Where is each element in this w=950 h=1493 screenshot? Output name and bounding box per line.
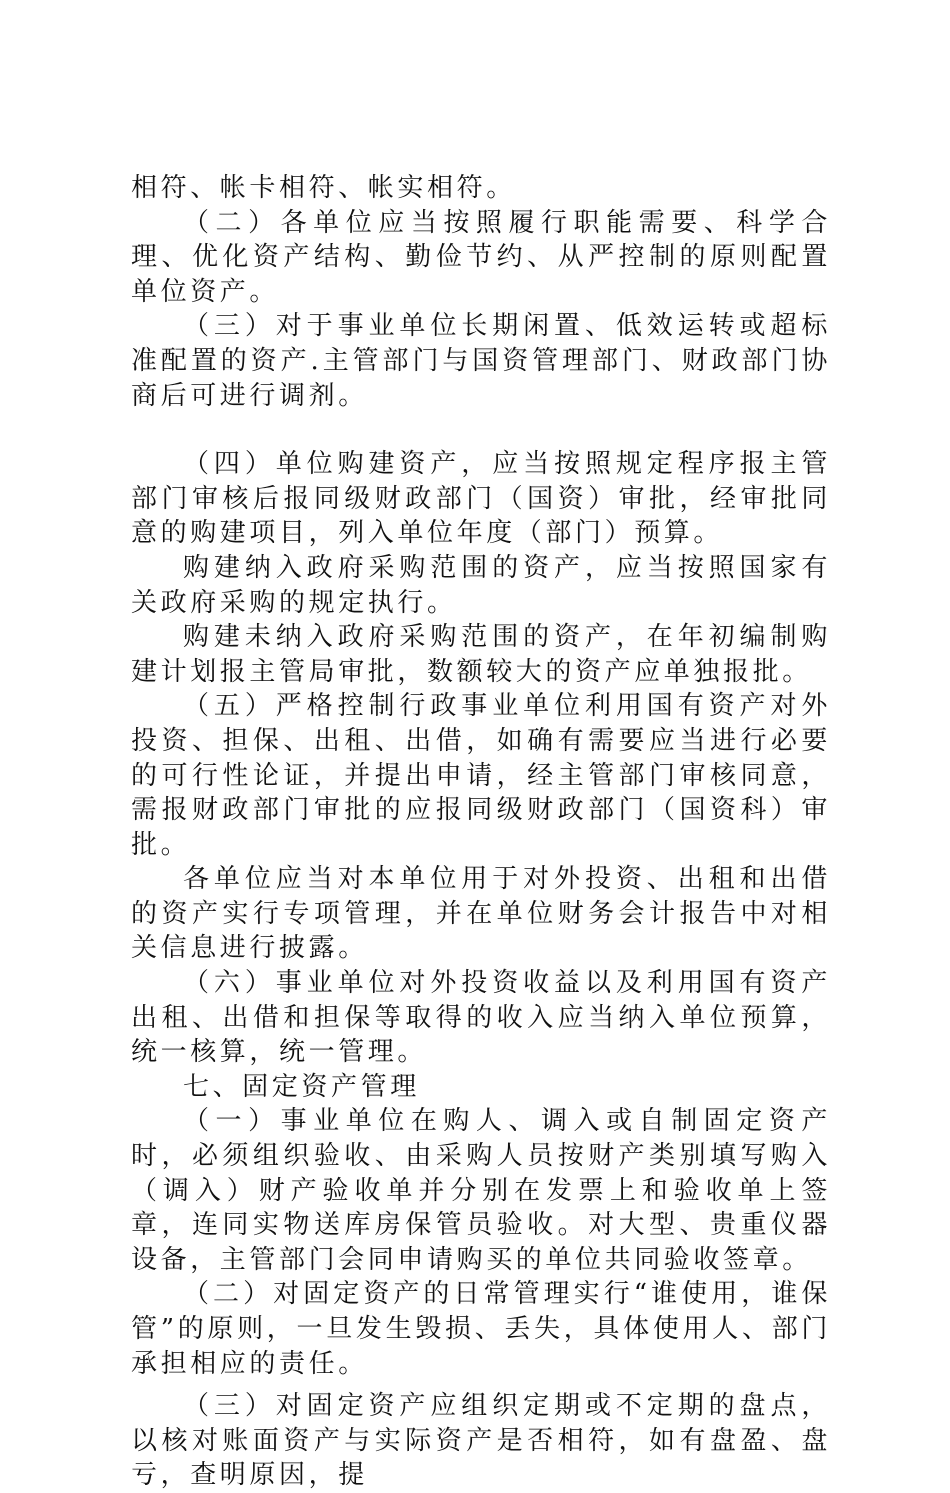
paragraph-fixed-assets-3: （三）对固定资产应组织定期或不定期的盘点，以核对账面资产与实际资产是否相符，如有盘盈、盘亏，查明原因，提 — [131, 1391, 831, 1491]
paragraph-fixed-assets-1: （一）事业单位在购人、调入或自制固定资产时，必须组织验收、由采购人员按财产类别填写购入（调入）财产验收单并分别在发票上和验收单上签章，连同实物送库房保管员验收。对大型、贵重仪器设备，主管部门会同申请购买的单位共同验收签章。 — [131, 1106, 831, 1275]
paragraph-non-gov-procurement: 购建未纳入政府采购范围的资产，在年初编制购建计划报主管局审批，数额较大的资产应单独报批。 — [131, 622, 831, 687]
paragraph-section-5: （五）严格控制行政事业单位利用国有资产对外投资、担保、出租、出借，如确有需要应当进行必要的可行性论证，并提出申请，经主管部门审核同意，需报财政部门审批的应报同级财政部门（国资科）审批。 — [131, 691, 831, 860]
paragraph-special-management: 各单位应当对本单位用于对外投资、出租和出借的资产实行专项管理，并在单位财务会计报告中对相关信息进行披露。 — [131, 864, 831, 964]
paragraph-section-2: （二）各单位应当按照履行职能需要、科学合理、优化资产结构、勤俭节约、从严控制的原则配置单位资产。 — [131, 207, 831, 307]
paragraph-section-6: （六）事业单位对外投资收益以及利用国有资产出租、出借和担保等取得的收入应当纳入单位预算，统一核算，统一管理。 — [131, 968, 831, 1068]
paragraph-gov-procurement: 购建纳入政府采购范围的资产，应当按照国家有关政府采购的规定执行。 — [131, 552, 831, 618]
section-heading-fixed-assets: 七、固定资产管理 — [183, 1071, 420, 1102]
paragraph-section-3: （三）对于事业单位长期闲置、低效运转或超标准配置的资产.主管部门与国资管理部门、财政部门协商后可进行调剂。 — [131, 311, 831, 411]
paragraph-fixed-assets-2: （二）对固定资产的日常管理实行“谁使用，谁保管”的原则，一旦发生毁损、丢失，具体使用人、部门承担相应的责任。 — [131, 1279, 831, 1379]
document-body — [131, 171, 831, 1493]
paragraph-accounts-match: 相符、帐卡相符、帐实相符。 — [131, 173, 516, 203]
paragraph-section-4: （四）单位购建资产，应当按照规定程序报主管部门审核后报同级财政部门（国资）审批，经审批同意的购建项目，列入单位年度（部门）预算。 — [131, 449, 831, 549]
